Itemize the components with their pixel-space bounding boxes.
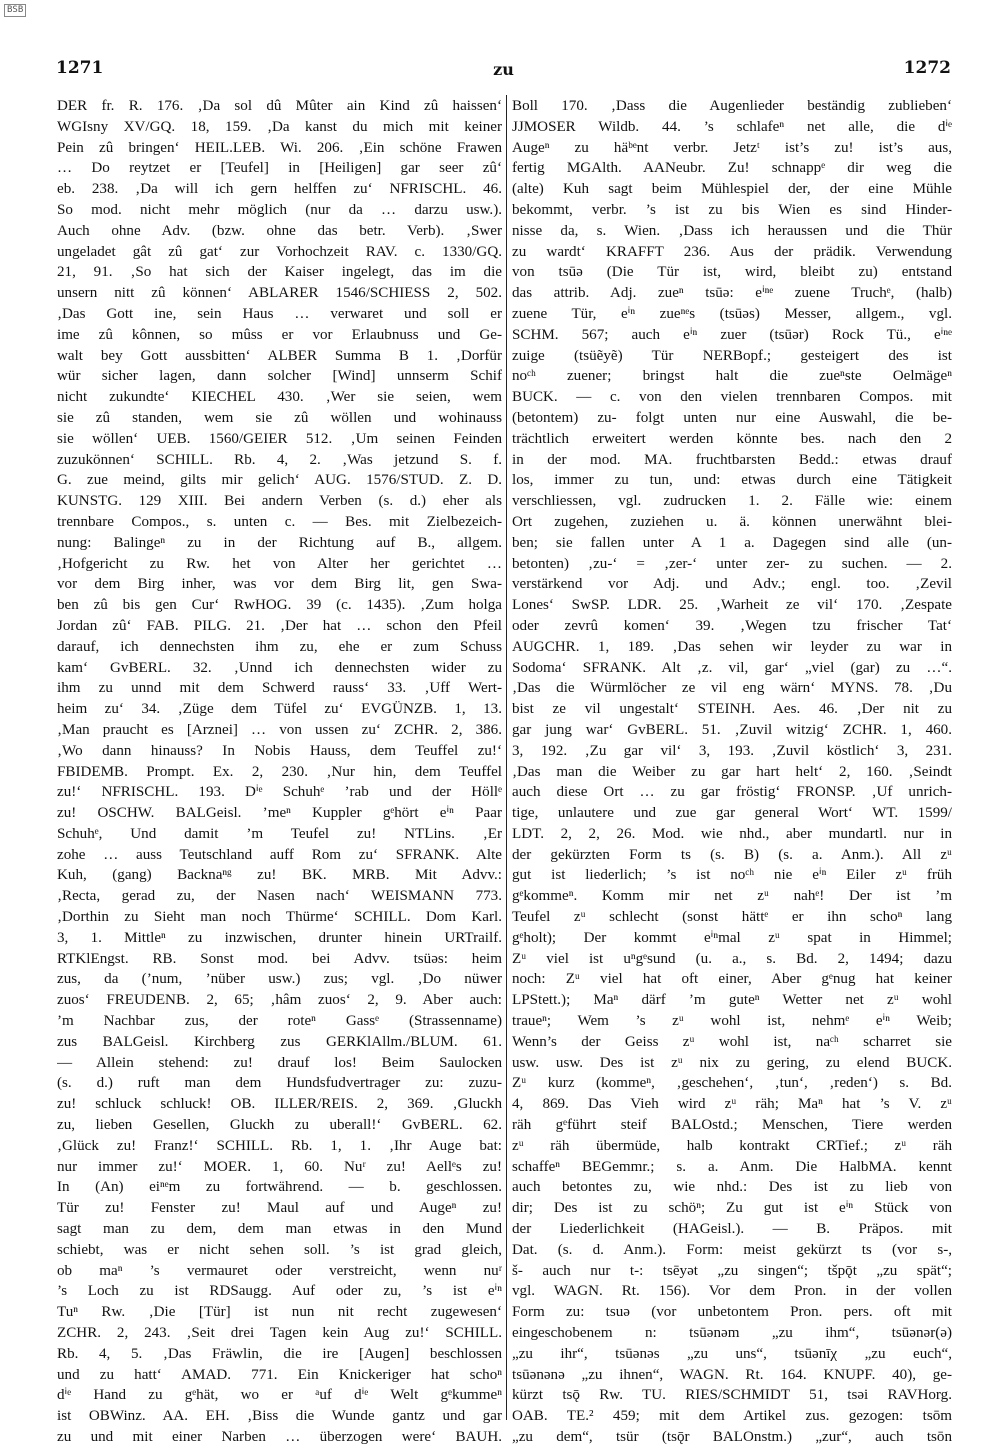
text-line: Teufel zᵘ schlecht (sonst hättᵉ er ihn schoⁿ lang bbox=[512, 909, 952, 926]
text-line: nicht zukundte‘ KIECHEL 430. ‚Wer sie seien, wem bbox=[57, 389, 502, 406]
text-line: 3, 1. Mittleⁿ zu inzwischen, drunter hinein URTrailf. bbox=[57, 929, 502, 946]
headword: zu bbox=[493, 60, 514, 79]
text-line: zu!‘ NFRISCHL. 193. Dⁱᵉ Schuhᵉ ’rab und der Höllᵉ bbox=[57, 784, 502, 801]
text-line: JJMOSER Wildb. 44. ’s schlafeⁿ net alle, die dⁱᵉ bbox=[512, 118, 952, 135]
text-line: DER fr. R. 176. ‚Da sol dû Mûter ain Kind zû haissen‘ bbox=[57, 98, 502, 114]
text-line: kam‘ GvBERL. 32. ‚Unnd ich dennechsten wider zu bbox=[57, 659, 502, 676]
text-line: zᵘ räh übermüde, halb kontrakt CRTief.; zᵘ räh bbox=[512, 1137, 952, 1154]
text-line: 3, 192. ‚Zu gar vil‘ 3, 193. ‚Zuvil köstlich‘ 3, 231. bbox=[512, 742, 952, 759]
text-line: wür sicher lagen, dann solcher [Wind] unnserm Schif bbox=[57, 368, 502, 385]
text-line: nisse da, s. Wien. ‚Dass ich heraussen und die Thür bbox=[512, 222, 952, 239]
text-line: eb. 238. ‚Da will ich gern helffen zu‘ NFRISCHL. 46. bbox=[57, 181, 502, 198]
text-line: zuige (tsüẽyẽ) Tür NERBopf.; gesteigert des ist bbox=[512, 347, 952, 364]
text-line: ‚Recta, gerad zu, der Nasen nach‘ WEISMANN 773. bbox=[57, 888, 502, 905]
text-line: eingeschobenem n: tsūənəm „zu ihm“, tsūənər(ə) bbox=[512, 1325, 952, 1342]
page-number-left: 1271 bbox=[56, 58, 104, 78]
text-line: zus, da (’num, ’nüber usw.) zus; vgl. ‚Do nüwer bbox=[57, 971, 502, 988]
text-line: zu wardt‘ KRAFFT 236. Aus der prädik. Verwendung bbox=[512, 243, 952, 260]
text-line: sie wöllen‘ UEB. 1560/GEIER 512. ‚Um seinen Feinden bbox=[57, 430, 502, 447]
text-line: Zᵘ kurz (kommeⁿ, ‚geschehen‘, ‚tun‘, ‚reden‘) s. Bd. bbox=[512, 1075, 952, 1092]
text-line: walt bey Gott aussbitten‘ ALBER Summa B 1. ‚Dorfür bbox=[57, 347, 502, 364]
text-line: betonten) ‚zu-‘ = ‚zer-‘ unter zer- zu suchen. — 2. bbox=[512, 555, 952, 572]
text-line: fertig MGAlth. AANeubr. Zu! schnappᵉ dir weg die bbox=[512, 160, 952, 177]
text-line: los, immer zu tun, und: etwas durch eine Tätigkeit bbox=[512, 472, 952, 489]
text-line: verstärkend vor Adj. und Adv.; engl. too. ‚Zevil bbox=[512, 576, 952, 593]
text-line: ist OBWinz. AA. EH. ‚Biss die Wunde gantz und gar bbox=[57, 1408, 502, 1425]
text-line: „zu ihr“, tsūənəs „zu uns“, tsūənīχ „zu euch“, bbox=[512, 1345, 952, 1362]
text-line: tsūənənə „zu ihnen“, WAGN. Rt. 164. KNUPF. 40), ge- bbox=[512, 1366, 952, 1383]
text-line: gar jung war‘ GvBERL. 51. ‚Zuvil witzig‘ ZCHR. 1, 460. bbox=[512, 721, 952, 738]
text-line: von tsūə (Die Tür ist, wird, bleibt zu) entstand bbox=[512, 264, 952, 281]
column-divider bbox=[506, 95, 507, 1420]
text-line: der gekürzten Form ts (s. B) (s. a. Anm.). All zᵘ bbox=[512, 846, 952, 863]
library-stamp: BSB bbox=[4, 4, 26, 17]
text-line: schiebt, was er nicht sehen soll. ’s ist grad gleich, bbox=[57, 1241, 502, 1258]
text-line: ben zû bis gen Cur‘ RwHOG. 39 (c. 1435). ‚Zum holga bbox=[57, 597, 502, 614]
text-line: zus BALGeisl. Kirchberg zus GERKlAllm./BLUM. 61. bbox=[57, 1033, 502, 1050]
text-line: In (An) eiⁿᵉm zu fortwährend. — b. geschlossen. bbox=[57, 1179, 502, 1196]
text-line: zuzukönnen‘ SCHILL. Rb. 4, 2. ‚Was jetzund S. f. bbox=[57, 451, 502, 468]
text-line: (betontem) zu- folgt unten nur eine Auswahl, die be- bbox=[512, 409, 952, 426]
text-line: Wenn’s der Geiss zᵘ wohl ist, naᶜʰ scharret sie bbox=[512, 1033, 952, 1050]
text-line: gut ist liederlich; ’s ist noᶜʰ nie eⁱⁿ Eiler zᵘ früh bbox=[512, 867, 952, 884]
text-line: heim zu‘ 34. ‚Züge dem Tüfel zu‘ EVGÜNZB. 1, 13. bbox=[57, 701, 502, 718]
text-line: Auch ohne Adv. (bzw. ohne das betr. Verb). ‚Swer bbox=[57, 222, 502, 239]
text-line: in der mod. MA. fruchtbarsten Bedd.: etwas drauf bbox=[512, 451, 952, 468]
text-line: FBIDEMB. Prompt. Ex. 2, 230. ‚Nur hin, dem Teuffel bbox=[57, 763, 502, 780]
text-line: noch: Zᵘ viel hat oft einer, Aber gᵉnug hat keiner bbox=[512, 971, 952, 988]
text-line: ZCHR. 2, 243. ‚Seit drei Tagen kein Aug zu!‘ SCHILL. bbox=[57, 1325, 502, 1342]
text-line: nung: Balingeⁿ zu in der Richtung auf B., allgem. bbox=[57, 534, 502, 551]
right-column bbox=[512, 96, 952, 1448]
text-line: vgl. WAGN. Rt. 156). Vor dem Pron. in der vollen bbox=[512, 1283, 952, 1300]
text-line: usw. usw. Des ist zᵘ nix zu gering, zu elend BUCK. bbox=[512, 1054, 952, 1071]
text-line: Jordan zû‘ FAB. PILG. 21. ‚Der hat … schon den Pfeil bbox=[57, 617, 502, 634]
text-line: So mod. nicht mehr möglich (nur da … darzu usw.). bbox=[57, 201, 502, 218]
text-line: Dat. (s. d. Anm.). Form: meist gekürzt ts (vor s-, bbox=[512, 1241, 952, 1258]
text-line: Augeⁿ zu häᵇᵉnt verbr. Jetzᵗ ist’s zu! ist’s aus, bbox=[512, 139, 952, 156]
text-line: OAB. TE.² 459; mit dem Artikel zus. gezogen: tsōm bbox=[512, 1408, 952, 1425]
text-line: LDT. 2, 2, 26. Mod. wie nhd., aber mundartl. nur in bbox=[512, 825, 952, 842]
text-line: AUGCHR. 1, 189. ‚Das sehen wir leyder zu war in bbox=[512, 638, 952, 655]
text-line: ben; sie fallen unter A 1 a. Dagegen sind alle (un- bbox=[512, 534, 952, 551]
text-line: zu, lieben Gesellen, Gluckh zu uberall!‘ GvBERL. 62. bbox=[57, 1117, 502, 1134]
text-line: dⁱᵉ Hand zu gᵉhät, wo er ᵃuf dⁱᵉ Welt gᵉkummeⁿ bbox=[57, 1387, 502, 1404]
text-line: ihm zu unnd mit dem Schwerd rauss‘ 33. ‚Uff Wert- bbox=[57, 680, 502, 697]
text-line: schaffeⁿ BEGemmr.; s. a. Anm. Die HalbMA. kennt bbox=[512, 1158, 952, 1175]
text-line: auch diese Ort … zu gar fröstig‘ FRONSP. ‚Uf unrich- bbox=[512, 784, 952, 801]
text-line: š- auch nur t-: tsēyət „zu singen“; tšpǭt „zu spät“; bbox=[512, 1262, 952, 1279]
text-line: dir; Des ist zu schöⁿ; Zu gut ist eⁱⁿ Stück von bbox=[512, 1200, 952, 1217]
text-line: Lones‘ SwSP. LDR. 25. ‚Warheit ze vil‘ 170. ‚Zespate bbox=[512, 597, 952, 614]
text-line: ‚Hofgericht zu Rw. het von Alter her gerichtet … bbox=[57, 555, 502, 572]
text-line: unsern nitt zû können‘ ABLARER 1546/SCHIESS 2, 502. bbox=[57, 285, 502, 302]
text-line: ime zû kônnen, so mûss er vor Erlaubnuss und Ge- bbox=[57, 326, 502, 343]
text-line: 4, 869. Das Vieh wird zᵘ räh; Maⁿ hat ’s V. zᵘ bbox=[512, 1096, 952, 1113]
text-line: trennbare Compos., s. unten c. — Bes. mit Zielbezeich- bbox=[57, 513, 502, 530]
text-line: verschliessen, vgl. zudrucken 1. 2. Fälle wie: einem bbox=[512, 493, 952, 510]
text-line: sie zû standen, wem sie zû wöllen und wohinauss bbox=[57, 409, 502, 426]
text-line: bekommt, verbr. ’s ist zu bis Wien es sind Hinder- bbox=[512, 201, 952, 218]
text-line: noᶜʰ zuener; bringst halt die zueⁿste Oelmägeⁿ bbox=[512, 368, 952, 385]
text-line: Form zu: tsuə (vor unbetontem Pron. pers. oft mit bbox=[512, 1304, 952, 1321]
text-line: Pein zû bringen‘ HEIL.LEB. Wi. 206. ‚Ein schöne Frawen bbox=[57, 139, 502, 156]
running-head bbox=[56, 52, 951, 82]
text-line: traueⁿ; Wem ’s zᵘ wohl ist, nehmᵉ eⁱⁿ Weib; bbox=[512, 1013, 952, 1030]
text-line: WGIsny XV/GQ. 18, 159. ‚Da kanst du mich mit keiner bbox=[57, 118, 502, 135]
text-line: (s. d.) ruft man dem Hundsfudvertrager zu: zuzu- bbox=[57, 1075, 502, 1092]
text-line: Boll 170. ‚Dass die Augenlieder beständig zublieben‘ bbox=[512, 98, 952, 114]
text-line: oder zevrû komen‘ 39. ‚Wegen tzu frischer Tat‘ bbox=[512, 617, 952, 634]
text-line: zohe … auss Teutschland auff Rom zu‘ SFRANK. Alte bbox=[57, 846, 502, 863]
text-line: Zᵘ viel ist uⁿgᵉsund (u. a., s. Bd. 2, 1494; dazu bbox=[512, 950, 952, 967]
text-line: KUNSTG. 129 XIII. Bei andern Verben (s. d.) eher als bbox=[57, 493, 502, 510]
text-line: „zu dem“, tsür (tsǭr BALOnstm.) „zur“, auch tsōn bbox=[512, 1429, 952, 1445]
text-line: Schuhᵉ, Und damit ’m Teufel zu! NTLins. ‚Er bbox=[57, 825, 502, 842]
text-line: bist ze vil ungestalt‘ STEINH. Aes. 46. ‚Der nit zu bbox=[512, 701, 952, 718]
page-number-right: 1272 bbox=[903, 58, 951, 78]
text-line: ungeladet gât zû gat‘ zur Vorhochzeit RAV. c. 1330/GQ. bbox=[57, 243, 502, 260]
text-line: trächtlich erweitert werden könnte bes. nach den 2 bbox=[512, 430, 952, 447]
text-line: ob maⁿ ’s vermauret oder verstreicht, wenn nuʳ bbox=[57, 1262, 502, 1279]
text-line: räh gᵉführt steif BALOstd.; Menschen, Tiere werden bbox=[512, 1117, 952, 1134]
text-line: zuene Tür, eⁱⁿ zueⁿᵉs (tsūəs) Messer, allgem., vgl. bbox=[512, 305, 952, 322]
text-line: kürzt tsǭ Rw. TU. RIES/SCHMIDT 51, tsəi RAVHorg. bbox=[512, 1387, 952, 1404]
text-line: der Liederlichkeit (HAGeisl.). — B. Präpos. mit bbox=[512, 1221, 952, 1238]
left-column bbox=[57, 96, 502, 1448]
text-line: ‚Dorthin zu Sieht man noch Thürme‘ SCHILL. Dom Karl. bbox=[57, 909, 502, 926]
text-line: LPStett.); Maⁿ därf ’m guteⁿ Wetter net zᵘ wohl bbox=[512, 992, 952, 1009]
text-line: Sodoma‘ SFRANK. Alt ‚z. vil, gar‘ „viel (gar) zu …“. bbox=[512, 659, 952, 676]
text-line: zu und mit einer Narben … überzogen were‘ BAUH. bbox=[57, 1429, 502, 1445]
text-line: zu! schluck schluck! OB. ILLER/REIS. 2, 369. ‚Gluckh bbox=[57, 1096, 502, 1113]
text-line: gᵉkommeⁿ. Komm mir net zᵘ nahᵉ! Der ist ’m bbox=[512, 888, 952, 905]
text-line: zu! OSCHW. BALGeisl. ’meⁿ Kuppler gᵉhört eⁱⁿ Paar bbox=[57, 805, 502, 822]
text-line: ‚Das die Würmlöcher ze vil eng wärn‘ MYNS. 78. ‚Du bbox=[512, 680, 952, 697]
text-line: (alte) Kuh sagt beim Mühlespiel der, der eine Mühle bbox=[512, 181, 952, 198]
text-line: vor dem Birg inher, was vor dem Birg lit, gen Swa- bbox=[57, 576, 502, 593]
text-line: RTKlEngst. RB. Sonst mod. bei Advv. tsüəs: heim bbox=[57, 950, 502, 967]
text-line: BUCK. — c. von den vielen trennbaren Compos. mit bbox=[512, 389, 952, 406]
text-line: ‚Wo dann hinauss? In Nobis Hauss, dem Teuffel zu!‘ bbox=[57, 742, 502, 759]
text-line: und zu hatt‘ AMAD. 771. Ein Knickeriger hat schoⁿ bbox=[57, 1366, 502, 1383]
text-line: nur immer zu!‘ MOER. 1, 60. Nuʳ zu! Aellᵉs zu! bbox=[57, 1158, 502, 1175]
text-line: — Allein stehend: zu! drauf los! Beim Saulocken bbox=[57, 1054, 502, 1071]
text-line: das attrib. Adj. zueⁿ tsūə: eⁱⁿᵉ zuene Truchᵉ, (halb) bbox=[512, 285, 952, 302]
text-line: Tuⁿ Rw. ‚Die [Tür] ist nun nit recht zugewesen‘ bbox=[57, 1304, 502, 1321]
text-line: G. zue meind, gilts mir gelich‘ AUG. 1576/STUD. Z. D. bbox=[57, 472, 502, 489]
text-line: ’s Loch zu ist RDSaugg. Auf oder zu, ’s ist eⁱⁿ bbox=[57, 1283, 502, 1300]
text-line: Kuh, (gang) Backnaⁿᵍ zu! BK. MRB. Mit Advv.: bbox=[57, 867, 502, 884]
text-line: zuos‘ FREUDENB. 2, 65; ‚hâm zuos‘ 2, 9. Aber auch: bbox=[57, 992, 502, 1009]
text-line: gᵉholt); Der kommt eⁱⁿmal zᵘ spat in Himmel; bbox=[512, 929, 952, 946]
text-line: Rb. 4, 5. ‚Das Fräwlin, die ire [Augen] beschlossen bbox=[57, 1345, 502, 1362]
text-line: sagt man zu dem, dem man etwas in den Mund bbox=[57, 1221, 502, 1238]
text-line: ‚Das Gott ine, sein Haus … verwaret und soll er bbox=[57, 305, 502, 322]
text-line: Ort zugehen, zuziehen u. ä. können unerwähnt blei- bbox=[512, 513, 952, 530]
text-line: SCHM. 567; auch eⁱⁿ zuer (tsūər) Rock Tü., eⁱⁿᵉ bbox=[512, 326, 952, 343]
text-line: tige, unlautere und zue gar general Wort‘ WT. 1599/ bbox=[512, 805, 952, 822]
text-line: auch betontes zu, wie nhd.: Des ist zu lieb von bbox=[512, 1179, 952, 1196]
text-line: ‚Das man die Weiber zu gar hart helt‘ 2, 160. ‚Seindt bbox=[512, 763, 952, 780]
text-line: … Do reytzet er [Teufel] in [Heiligen] gar seer zû‘ bbox=[57, 160, 502, 177]
text-line: 21, 91. ‚So hat sich der Kaiser ingelegt, das im die bbox=[57, 264, 502, 281]
text-line: darauf, ich dennechsten ihm zu, ehe er zum Schuss bbox=[57, 638, 502, 655]
text-line: Tür zu! Fenster zu! Maul auf und Augeⁿ zu! bbox=[57, 1200, 502, 1217]
text-line: ‚Man praucht es [Arznei] … von ussen zu‘ ZCHR. 2, 386. bbox=[57, 721, 502, 738]
text-line: ‚Glück zu! Franz!‘ SCHILL. Rb. 1, 1. ‚Ihr Auge bat: bbox=[57, 1137, 502, 1154]
text-line: ’m Nachbar zus, der roteⁿ Gassᵉ (Strassenname) bbox=[57, 1013, 502, 1030]
